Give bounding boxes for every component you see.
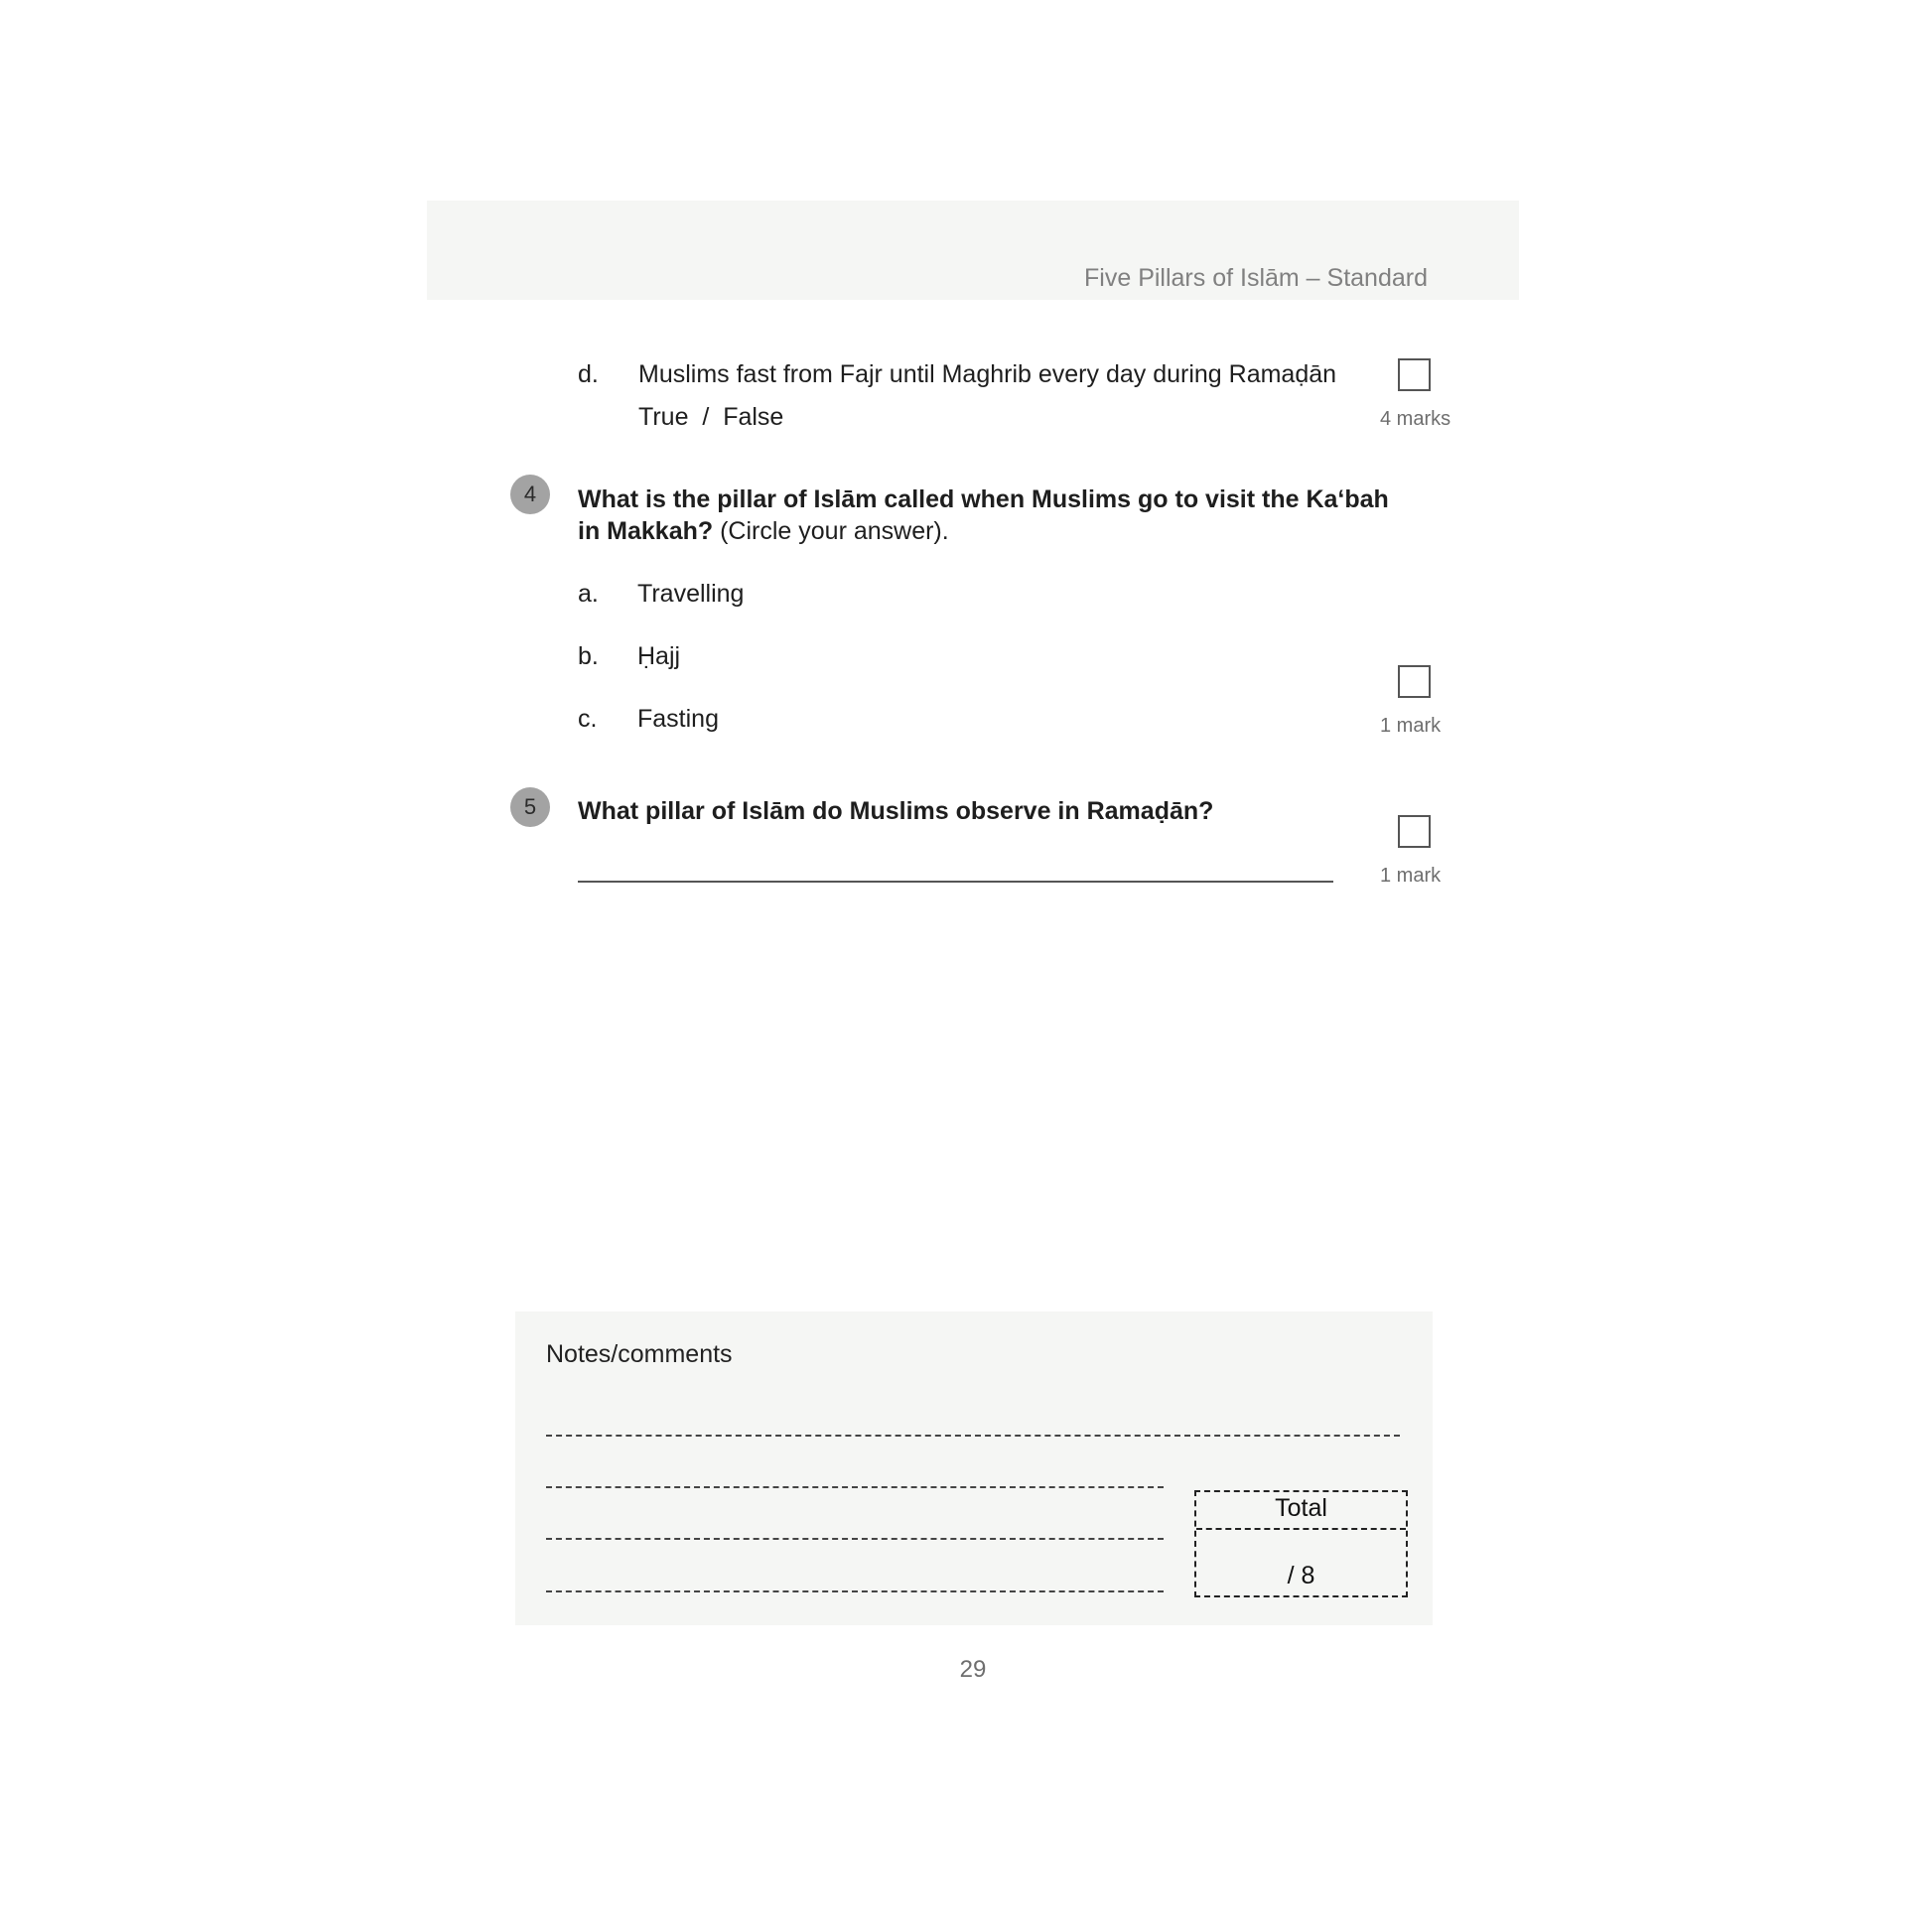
- q4-marks-label: 1 mark: [1380, 715, 1442, 737]
- notes-panel: [515, 1311, 1433, 1625]
- q5-answer-line[interactable]: [578, 881, 1333, 883]
- q4-option-b-letter: b.: [578, 642, 599, 670]
- question-number-badge: 4: [510, 475, 550, 514]
- notes-line[interactable]: [546, 1590, 1164, 1592]
- total-label: Total: [1275, 1494, 1327, 1522]
- q3d-marks-label: 4 marks: [1380, 408, 1451, 430]
- question-number-badge: 5: [510, 787, 550, 827]
- q4-option-a-letter: a.: [578, 580, 599, 608]
- notes-title: Notes/comments: [546, 1340, 733, 1368]
- total-score-box: [1194, 1490, 1408, 1597]
- header-title: Five Pillars of Islām – Standard: [1084, 264, 1428, 292]
- header-band: [427, 201, 1519, 300]
- notes-line[interactable]: [546, 1435, 1400, 1437]
- notes-line[interactable]: [546, 1486, 1164, 1488]
- q4-question-location: in Makkah?: [578, 517, 714, 545]
- q4-option-c-letter: c.: [578, 705, 598, 733]
- q4-option-c-text[interactable]: Fasting: [637, 705, 719, 733]
- q5-question: What pillar of Islām do Muslims observe in Ramaḍān?: [578, 797, 1214, 825]
- q4-option-a-text[interactable]: Travelling: [637, 580, 745, 608]
- q4-option-b-text[interactable]: Ḥajj: [637, 642, 681, 670]
- q4-mark-box[interactable]: [1398, 665, 1431, 698]
- q4-question-line1: What is the pillar of Islām called when Muslims go to visit the Ka‘bah: [578, 485, 1389, 513]
- notes-line[interactable]: [546, 1538, 1164, 1540]
- q3d-letter: d.: [578, 360, 599, 388]
- total-divider: [1196, 1528, 1406, 1530]
- q4-question-instruction: (Circle your answer).: [713, 517, 949, 545]
- q3d-statement: Muslims fast from Fajr until Maghrib every day during Ramaḍān: [638, 360, 1337, 388]
- q4-question-line2: [578, 517, 949, 546]
- page-number: 29: [959, 1656, 987, 1683]
- total-value: / 8: [1287, 1562, 1315, 1589]
- q5-mark-box[interactable]: [1398, 815, 1431, 848]
- q3d-true-false-options[interactable]: True / False: [638, 403, 784, 431]
- q5-marks-label: 1 mark: [1380, 865, 1442, 887]
- q3d-mark-box[interactable]: [1398, 358, 1431, 391]
